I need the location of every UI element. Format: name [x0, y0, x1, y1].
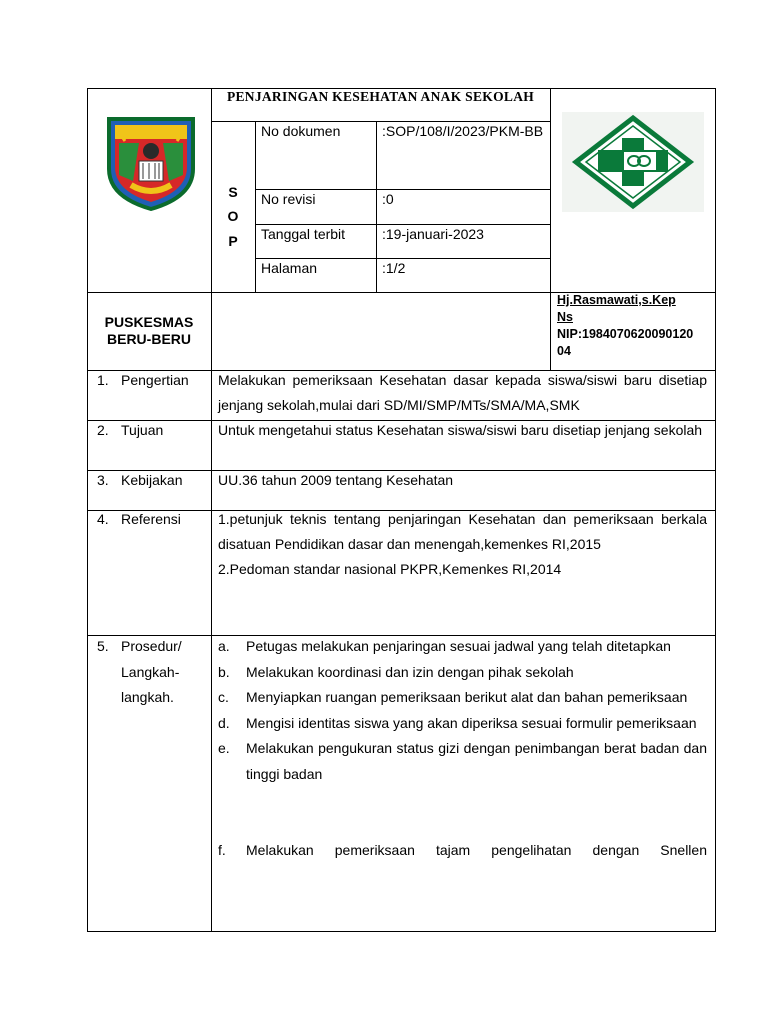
- step-text: Melakukan pemeriksaan tajam pengelihatan dengan Snellen: [246, 842, 707, 858]
- list-item: [218, 838, 707, 864]
- section-number: 5.: [97, 638, 109, 654]
- list-item: [218, 660, 707, 686]
- list-item: [218, 634, 707, 660]
- step-marker: e.: [218, 740, 230, 756]
- signatory-name-line2: Ns: [557, 310, 573, 324]
- revision-value: :0: [382, 191, 394, 207]
- organization-name: [87, 314, 211, 348]
- section-text-kebijakan: [218, 468, 707, 493]
- signatory-name-line1: Hj.Rasmawati,s.Kep: [557, 293, 676, 307]
- section-title: Kebijakan: [121, 472, 183, 488]
- rule: [255, 258, 550, 259]
- document-title: PENJARINGAN KESEHATAN ANAK SEKOLAH: [226, 89, 535, 104]
- section-text-pengertian: [218, 368, 707, 418]
- organization-name-line2: BERU-BERU: [107, 331, 191, 347]
- sop-letter-p: P: [228, 233, 238, 249]
- reference-item: 2.Pedoman standar nasional PKPR,Kemenkes RI,2014: [218, 561, 562, 577]
- page-value: :1/2: [382, 260, 406, 276]
- rule: [211, 88, 212, 932]
- page-label: Halaman: [261, 260, 318, 276]
- section-text-tujuan: [218, 418, 707, 443]
- issue-date-value: :19-januari-2023: [382, 226, 484, 242]
- list-item: [218, 736, 707, 787]
- rule: [376, 121, 377, 293]
- rule: [255, 121, 256, 293]
- step-text: Menyiapkan ruangan pemeriksaan berikut alat dan bahan pemeriksaan: [246, 689, 688, 705]
- kebijakan-text: UU.36 tahun 2009 tentang Kesehatan: [218, 472, 454, 488]
- section-label-referensi: [97, 507, 181, 532]
- step-marker: f.: [218, 842, 226, 858]
- step-text: Melakukan koordinasi dan izin dengan pihak sekolah: [246, 663, 574, 680]
- signatory-nip-line2: 04: [557, 344, 571, 358]
- signatory-nip-line1: NIP:1984070620090120: [557, 327, 694, 341]
- step-marker: b.: [218, 663, 230, 680]
- pengertian-text: Melakukan pemeriksaan Kesehatan dasar kepada siswa/siswi baru disetiap jenjang sekolah,mulai dari SD/MI/SMP/MTs/SMA/MA,SMK: [218, 372, 707, 413]
- step-marker: d.: [218, 714, 230, 731]
- section-title: Referensi: [121, 511, 181, 527]
- issue-date-label: Tanggal terbit: [261, 226, 346, 242]
- step-marker: a.: [218, 638, 230, 654]
- sop-letter-s: S: [228, 184, 238, 200]
- section-number: 3.: [97, 472, 109, 488]
- organization-name-line1: PUSKESMAS: [104, 314, 194, 330]
- rule: [87, 931, 716, 932]
- section-number: 2.: [97, 422, 109, 438]
- signatory-block: [557, 292, 693, 360]
- step-text: Melakukan pengukuran status gizi dengan penimbangan berat badan dan tinggi badan: [246, 740, 707, 782]
- section-label-pengertian: [97, 368, 189, 393]
- section-number: 1.: [97, 372, 109, 388]
- procedure-steps: [218, 634, 707, 864]
- section-text-referensi: [218, 507, 707, 582]
- rule: [211, 121, 550, 122]
- section-title-line2: Langkah-: [121, 663, 180, 680]
- step-text: Petugas melakukan penjaringan sesuai jadwal yang telah ditetapkan: [246, 638, 671, 654]
- section-label-kebijakan: [97, 468, 183, 493]
- step-text: Mengisi identitas siswa yang akan diperiksa sesuai formulir pemeriksaan: [246, 714, 697, 731]
- health-cross-logo-icon: [562, 112, 704, 212]
- doc-number-label: No dokumen: [261, 123, 341, 139]
- section-label-prosedur: [97, 634, 182, 711]
- list-item: [218, 711, 707, 737]
- sop-letter-o: O: [227, 208, 239, 224]
- reference-item: 1.petunjuk teknis tentang penjaringan Kesehatan dan pemeriksaan berkala disatuan Pendidikan dasar dan menengah,kemenkes RI,2015: [218, 511, 707, 552]
- section-title-line3: langkah.: [121, 689, 174, 705]
- section-title-line1: Prosedur/: [121, 638, 182, 654]
- step-marker: c.: [218, 689, 229, 705]
- doc-number-value: :SOP/108/I/2023/PKM-BB: [382, 123, 544, 139]
- rule: [715, 88, 716, 932]
- list-item: [218, 685, 707, 711]
- revision-label: No revisi: [261, 191, 316, 207]
- rule: [255, 189, 550, 190]
- section-number: 4.: [97, 511, 109, 527]
- tujuan-text: Untuk mengetahui status Kesehatan siswa/siswi baru disetiap jenjang sekolah: [218, 422, 703, 438]
- section-title: Tujuan: [121, 422, 164, 438]
- rule: [550, 88, 551, 371]
- section-label-tujuan: [97, 418, 163, 443]
- regional-emblem-icon: [103, 111, 199, 211]
- rule: [255, 224, 550, 225]
- section-title: Pengertian: [121, 372, 189, 388]
- rule: [87, 88, 88, 932]
